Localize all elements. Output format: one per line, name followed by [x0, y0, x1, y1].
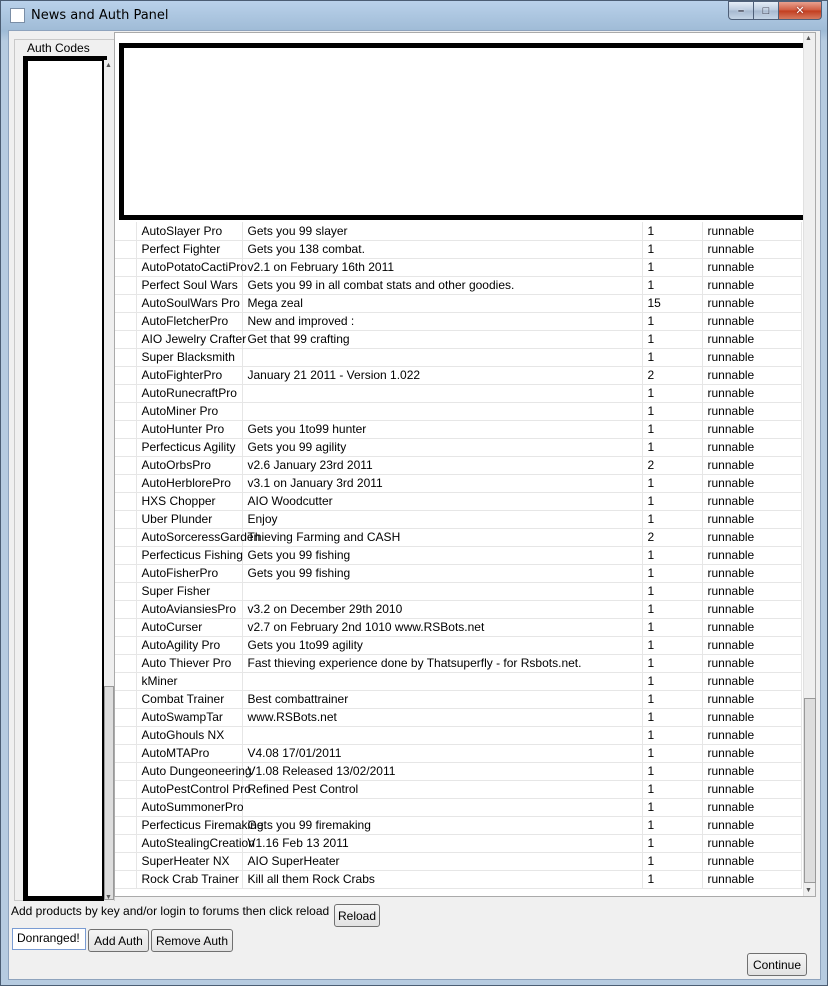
product-count: 1 — [642, 258, 702, 276]
product-count: 1 — [642, 330, 702, 348]
product-description: Gets you 1to99 hunter — [242, 420, 642, 438]
minimize-button[interactable] — [728, 1, 754, 20]
product-name: Combat Trainer — [136, 690, 242, 708]
product-name: Super Blacksmith — [136, 348, 242, 366]
product-status: runnable — [702, 636, 801, 654]
product-status: runnable — [702, 708, 801, 726]
minimize-icon: – — [737, 4, 745, 17]
product-status: runnable — [702, 348, 801, 366]
table-row[interactable] — [115, 474, 801, 492]
maximize-icon: □ — [762, 4, 770, 17]
scroll-up-icon[interactable]: ▲ — [805, 35, 812, 42]
table-row[interactable] — [115, 348, 801, 366]
product-status: runnable — [702, 762, 801, 780]
news-panel — [114, 32, 816, 897]
table-row[interactable] — [115, 852, 801, 870]
row-spacer — [115, 294, 136, 312]
product-name: Perfect Soul Wars — [136, 276, 242, 294]
product-status: runnable — [702, 816, 801, 834]
product-status: runnable — [702, 528, 801, 546]
table-row[interactable] — [115, 744, 801, 762]
product-count: 1 — [642, 546, 702, 564]
product-status: runnable — [702, 474, 801, 492]
table-row[interactable] — [115, 726, 801, 744]
remove-auth-button[interactable]: Remove Auth — [151, 929, 233, 952]
product-status: runnable — [702, 654, 801, 672]
table-row[interactable] — [115, 654, 801, 672]
scroll-down-icon[interactable]: ▼ — [805, 887, 812, 894]
row-spacer — [115, 780, 136, 798]
product-status: runnable — [702, 834, 801, 852]
scroll-down-icon[interactable]: ▼ — [105, 894, 112, 901]
row-spacer — [115, 384, 136, 402]
product-status: runnable — [702, 438, 801, 456]
row-spacer — [115, 690, 136, 708]
product-status: runnable — [702, 690, 801, 708]
product-description: January 21 2011 - Version 1.022 — [242, 366, 642, 384]
client-area — [8, 30, 821, 980]
product-status: runnable — [702, 852, 801, 870]
row-spacer — [115, 816, 136, 834]
row-spacer — [115, 654, 136, 672]
row-spacer — [115, 420, 136, 438]
table-row[interactable] — [115, 276, 801, 294]
product-description: Fast thieving experience done by Thatsuperfly - for Rsbots.net. — [242, 654, 642, 672]
product-count: 1 — [642, 420, 702, 438]
product-name: AutoFletcherPro — [136, 312, 242, 330]
title-bar[interactable] — [1, 1, 827, 30]
product-name: AutoHerblorePro — [136, 474, 242, 492]
product-description: v3.1 on January 3rd 2011 — [242, 474, 642, 492]
product-status: runnable — [702, 618, 801, 636]
product-name: AutoSummonerPro — [136, 798, 242, 816]
row-spacer — [115, 870, 136, 888]
product-description: v2.1 on February 16th 2011 — [242, 258, 642, 276]
close-button[interactable] — [779, 1, 822, 20]
product-status: runnable — [702, 564, 801, 582]
row-spacer — [115, 600, 136, 618]
reload-hint: Add products by key and/or login to forums then click reload — [11, 904, 330, 918]
row-spacer — [115, 240, 136, 258]
product-name: AutoMiner Pro — [136, 402, 242, 420]
table-row[interactable] — [115, 294, 801, 312]
table-row[interactable] — [115, 330, 801, 348]
row-spacer — [115, 222, 136, 240]
table-row[interactable] — [115, 600, 801, 618]
product-description: www.RSBots.net — [242, 708, 642, 726]
auth-list-scrollbar[interactable] — [104, 60, 114, 903]
product-name: Auto Thiever Pro — [136, 654, 242, 672]
product-name: AutoFisherPro — [136, 564, 242, 582]
auth-codes-list[interactable] — [23, 56, 107, 901]
news-banner-area — [119, 43, 813, 220]
product-description: Gets you 99 agility — [242, 438, 642, 456]
product-status: runnable — [702, 492, 801, 510]
product-description — [242, 402, 642, 420]
product-count: 1 — [642, 870, 702, 888]
product-description: AIO Woodcutter — [242, 492, 642, 510]
product-count: 1 — [642, 384, 702, 402]
table-row[interactable] — [115, 492, 801, 510]
product-count: 1 — [642, 564, 702, 582]
product-count: 1 — [642, 312, 702, 330]
product-name: AutoRunecraftPro — [136, 384, 242, 402]
product-status: runnable — [702, 366, 801, 384]
product-description: V1.16 Feb 13 2011 — [242, 834, 642, 852]
product-description: Mega zeal — [242, 294, 642, 312]
product-status: runnable — [702, 294, 801, 312]
product-status: runnable — [702, 456, 801, 474]
table-row[interactable] — [115, 258, 801, 276]
product-status: runnable — [702, 420, 801, 438]
product-status: runnable — [702, 726, 801, 744]
row-spacer — [115, 672, 136, 690]
table-row[interactable] — [115, 798, 801, 816]
product-name: AIO Jewelry Crafter — [136, 330, 242, 348]
window-controls — [728, 1, 822, 21]
product-count: 15 — [642, 294, 702, 312]
product-count: 1 — [642, 690, 702, 708]
product-name: AutoOrbsPro — [136, 456, 242, 474]
product-description: Enjoy — [242, 510, 642, 528]
table-row[interactable] — [115, 762, 801, 780]
product-count: 1 — [642, 600, 702, 618]
product-description: v2.6 January 23rd 2011 — [242, 456, 642, 474]
product-count: 1 — [642, 762, 702, 780]
row-spacer — [115, 726, 136, 744]
auth-codes-group — [14, 39, 115, 901]
product-name: Perfect Fighter — [136, 240, 242, 258]
row-spacer — [115, 312, 136, 330]
product-count: 1 — [642, 636, 702, 654]
row-spacer — [115, 528, 136, 546]
row-spacer — [115, 456, 136, 474]
product-description: Get that 99 crafting — [242, 330, 642, 348]
scroll-thumb[interactable] — [804, 698, 816, 883]
row-spacer — [115, 708, 136, 726]
table-row[interactable] — [115, 402, 801, 420]
product-status: runnable — [702, 546, 801, 564]
product-count: 1 — [642, 276, 702, 294]
product-status: runnable — [702, 240, 801, 258]
product-count: 1 — [642, 780, 702, 798]
table-row[interactable] — [115, 240, 801, 258]
product-status: runnable — [702, 870, 801, 888]
product-name: AutoAviansiesPro — [136, 600, 242, 618]
row-spacer — [115, 636, 136, 654]
product-count: 1 — [642, 510, 702, 528]
window-title: News and Auth Panel — [31, 8, 169, 23]
auth-code-input[interactable]: Donranged! — [12, 928, 86, 950]
product-name: kMiner — [136, 672, 242, 690]
continue-button[interactable]: Continue — [747, 953, 807, 976]
product-name: Auto Dungeoneering — [136, 762, 242, 780]
table-row[interactable] — [115, 546, 801, 564]
reload-button[interactable]: Reload — [334, 904, 380, 927]
product-description: V4.08 17/01/2011 — [242, 744, 642, 762]
row-spacer — [115, 546, 136, 564]
product-status: runnable — [702, 402, 801, 420]
table-row[interactable] — [115, 780, 801, 798]
product-name: Perfecticus Agility — [136, 438, 242, 456]
table-row[interactable] — [115, 672, 801, 690]
product-description — [242, 672, 642, 690]
product-count: 2 — [642, 366, 702, 384]
row-spacer — [115, 510, 136, 528]
table-row[interactable] — [115, 222, 801, 240]
product-description — [242, 348, 642, 366]
row-spacer — [115, 762, 136, 780]
product-description: Gets you 138 combat. — [242, 240, 642, 258]
product-status: runnable — [702, 384, 801, 402]
product-count: 1 — [642, 654, 702, 672]
product-count: 1 — [642, 798, 702, 816]
product-name: Perfecticus Fishing — [136, 546, 242, 564]
product-count: 1 — [642, 852, 702, 870]
product-description: AIO SuperHeater — [242, 852, 642, 870]
product-status: runnable — [702, 798, 801, 816]
product-count: 1 — [642, 240, 702, 258]
row-spacer — [115, 366, 136, 384]
row-spacer — [115, 402, 136, 420]
product-name: AutoSlayer Pro — [136, 222, 242, 240]
product-description: Gets you 99 firemaking — [242, 816, 642, 834]
row-spacer — [115, 330, 136, 348]
product-description: Best combattrainer — [242, 690, 642, 708]
row-spacer — [115, 798, 136, 816]
product-status: runnable — [702, 510, 801, 528]
row-spacer — [115, 582, 136, 600]
product-count: 1 — [642, 438, 702, 456]
table-row[interactable] — [115, 564, 801, 582]
product-name: AutoPestControl Pro — [136, 780, 242, 798]
product-count: 1 — [642, 348, 702, 366]
product-count: 1 — [642, 492, 702, 510]
product-count: 1 — [642, 744, 702, 762]
products-table — [115, 222, 802, 889]
product-count: 1 — [642, 708, 702, 726]
product-status: runnable — [702, 222, 801, 240]
table-row[interactable] — [115, 618, 801, 636]
product-description: Gets you 1to99 agility — [242, 636, 642, 654]
add-auth-button[interactable]: Add Auth — [88, 929, 149, 952]
maximize-button[interactable] — [754, 1, 779, 20]
product-description: v2.7 on February 2nd 1010 www.RSBots.net — [242, 618, 642, 636]
product-description: Gets you 99 in all combat stats and other goodies. — [242, 276, 642, 294]
scroll-thumb[interactable] — [104, 686, 114, 900]
table-row[interactable] — [115, 510, 801, 528]
table-row[interactable] — [115, 870, 801, 888]
row-spacer — [115, 258, 136, 276]
row-spacer — [115, 348, 136, 366]
products-scrollbar[interactable] — [803, 33, 815, 896]
scroll-up-icon[interactable]: ▲ — [105, 62, 112, 69]
product-status: runnable — [702, 258, 801, 276]
product-name: AutoSwampTar — [136, 708, 242, 726]
product-status: runnable — [702, 600, 801, 618]
row-spacer — [115, 492, 136, 510]
auth-codes-label: Auth Codes — [27, 41, 90, 55]
table-row[interactable] — [115, 312, 801, 330]
product-description: Thieving Farming and CASH — [242, 528, 642, 546]
product-description: New and improved : — [242, 312, 642, 330]
product-count: 1 — [642, 816, 702, 834]
table-row[interactable] — [115, 438, 801, 456]
table-row[interactable] — [115, 636, 801, 654]
row-spacer — [115, 744, 136, 762]
product-status: runnable — [702, 744, 801, 762]
product-name: Perfecticus Firemaking — [136, 816, 242, 834]
table-row[interactable] — [115, 816, 801, 834]
product-description: Refined Pest Control — [242, 780, 642, 798]
product-name: AutoGhouls NX — [136, 726, 242, 744]
product-name: AutoSorceressGarden — [136, 528, 242, 546]
table-row[interactable] — [115, 708, 801, 726]
product-name: AutoSoulWars Pro — [136, 294, 242, 312]
product-count: 1 — [642, 618, 702, 636]
product-count: 1 — [642, 402, 702, 420]
product-count: 1 — [642, 834, 702, 852]
product-description — [242, 726, 642, 744]
table-row[interactable] — [115, 834, 801, 852]
row-spacer — [115, 438, 136, 456]
product-name: AutoAgility Pro — [136, 636, 242, 654]
row-spacer — [115, 564, 136, 582]
table-row[interactable] — [115, 690, 801, 708]
product-count: 1 — [642, 672, 702, 690]
row-spacer — [115, 618, 136, 636]
product-count: 2 — [642, 528, 702, 546]
product-name: HXS Chopper — [136, 492, 242, 510]
product-status: runnable — [702, 582, 801, 600]
table-row[interactable] — [115, 366, 801, 384]
product-description: Gets you 99 slayer — [242, 222, 642, 240]
product-count: 1 — [642, 222, 702, 240]
row-spacer — [115, 852, 136, 870]
row-spacer — [115, 474, 136, 492]
product-count: 1 — [642, 726, 702, 744]
table-row[interactable] — [115, 384, 801, 402]
product-name: Rock Crab Trainer — [136, 870, 242, 888]
product-description — [242, 582, 642, 600]
table-row[interactable] — [115, 456, 801, 474]
product-name: AutoPotatoCactiPro — [136, 258, 242, 276]
product-description: V1.08 Released 13/02/2011 — [242, 762, 642, 780]
product-name: SuperHeater NX — [136, 852, 242, 870]
product-name: Super Fisher — [136, 582, 242, 600]
product-description: Gets you 99 fishing — [242, 546, 642, 564]
product-count: 1 — [642, 474, 702, 492]
product-name: AutoHunter Pro — [136, 420, 242, 438]
app-icon — [10, 8, 25, 23]
product-status: runnable — [702, 780, 801, 798]
table-row[interactable] — [115, 420, 801, 438]
product-description: Gets you 99 fishing — [242, 564, 642, 582]
product-status: runnable — [702, 672, 801, 690]
product-name: AutoStealingCreation — [136, 834, 242, 852]
product-description: v3.2 on December 29th 2010 — [242, 600, 642, 618]
product-status: runnable — [702, 276, 801, 294]
row-spacer — [115, 276, 136, 294]
product-name: Uber Plunder — [136, 510, 242, 528]
product-count: 2 — [642, 456, 702, 474]
table-row[interactable] — [115, 582, 801, 600]
table-row[interactable] — [115, 528, 801, 546]
product-name: AutoFighterPro — [136, 366, 242, 384]
product-description — [242, 384, 642, 402]
product-description — [242, 798, 642, 816]
product-name: AutoCurser — [136, 618, 242, 636]
product-status: runnable — [702, 312, 801, 330]
row-spacer — [115, 834, 136, 852]
product-count: 1 — [642, 582, 702, 600]
product-status: runnable — [702, 330, 801, 348]
product-name: AutoMTAPro — [136, 744, 242, 762]
close-icon: ✕ — [795, 5, 805, 17]
product-description: Kill all them Rock Crabs — [242, 870, 642, 888]
